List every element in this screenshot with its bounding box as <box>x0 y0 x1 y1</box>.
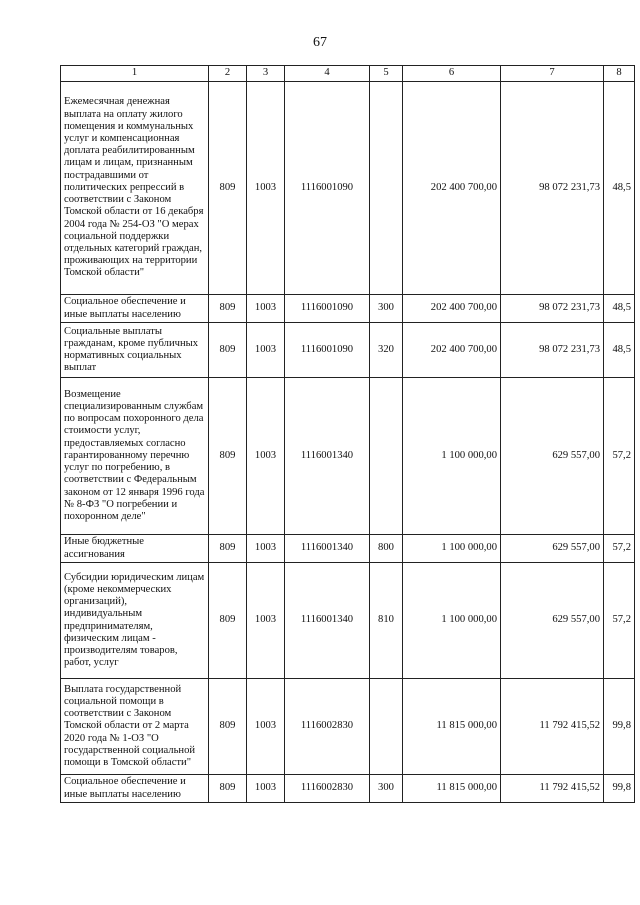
row-name-cell <box>61 378 209 535</box>
page-number: 67 <box>313 35 327 50</box>
row-name-cell <box>61 775 209 803</box>
cell-c6: 1 100 000,00 <box>403 378 501 535</box>
column-header: 8 <box>604 66 635 82</box>
row-name-text: Субсидии юридическим лицам (кроме некоммерческих организаций), индивидуальным предпринимателям, физическим лицам - производителям товаров, работ, услуг <box>64 571 205 669</box>
column-header: 4 <box>285 66 370 82</box>
budget-table <box>60 65 635 803</box>
cell-c2: 809 <box>209 378 247 535</box>
row-name-text: Возмещение специализированным службам по вопросам похоронного дела стоимости услуг, предоставляемых согласно гарантированному перечню услуг по погребению, в соответствии с Федеральным законом от 12 января 1996 года № 8-ФЗ "О погребении и похоронном деле" <box>64 388 205 522</box>
table-row <box>61 82 635 295</box>
cell-c2: 809 <box>209 535 247 563</box>
cell-c7: 98 072 231,73 <box>501 82 604 295</box>
table-row <box>61 563 635 679</box>
cell-c7: 11 792 415,52 <box>501 775 604 803</box>
cell-c3: 1003 <box>247 679 285 775</box>
row-name-cell <box>61 563 209 679</box>
cell-c5: 800 <box>370 535 403 563</box>
cell-c5 <box>370 378 403 535</box>
cell-c4: 1116002830 <box>285 679 370 775</box>
cell-c7: 629 557,00 <box>501 535 604 563</box>
cell-c6: 1 100 000,00 <box>403 535 501 563</box>
column-header: 7 <box>501 66 604 82</box>
cell-c4: 1116002830 <box>285 775 370 803</box>
row-name-cell <box>61 535 209 563</box>
cell-c7: 11 792 415,52 <box>501 679 604 775</box>
row-name-text: Социальные выплаты гражданам, кроме публичных нормативных социальных выплат <box>64 325 199 374</box>
table-row <box>61 295 635 323</box>
table-row <box>61 679 635 775</box>
cell-c8: 48,5 <box>604 295 635 323</box>
cell-c3: 1003 <box>247 323 285 378</box>
cell-c2: 809 <box>209 775 247 803</box>
cell-c2: 809 <box>209 82 247 295</box>
cell-c6: 11 815 000,00 <box>403 775 501 803</box>
table-row <box>61 378 635 535</box>
table-row <box>61 775 635 803</box>
cell-c5: 300 <box>370 775 403 803</box>
row-name-cell <box>61 679 209 775</box>
column-header: 3 <box>247 66 285 82</box>
cell-c3: 1003 <box>247 535 285 563</box>
cell-c8: 99,8 <box>604 679 635 775</box>
row-name-text: Иные бюджетные ассигнования <box>64 536 144 560</box>
cell-c6: 202 400 700,00 <box>403 323 501 378</box>
cell-c7: 98 072 231,73 <box>501 323 604 378</box>
cell-c7: 629 557,00 <box>501 563 604 679</box>
cell-c6: 202 400 700,00 <box>403 82 501 295</box>
cell-c3: 1003 <box>247 82 285 295</box>
cell-c8: 57,2 <box>604 563 635 679</box>
column-header: 2 <box>209 66 247 82</box>
row-name-cell <box>61 295 209 323</box>
cell-c3: 1003 <box>247 563 285 679</box>
cell-c2: 809 <box>209 295 247 323</box>
cell-c5: 320 <box>370 323 403 378</box>
cell-c6: 11 815 000,00 <box>403 679 501 775</box>
row-name-text: Выплата государственной социальной помощи в соответствии с Законом Томской области от 2 марта 2020 года № 1-ОЗ "О государственной социальной помощи в Томской области" <box>64 683 196 768</box>
cell-c4: 1116001340 <box>285 563 370 679</box>
cell-c4: 1116001090 <box>285 295 370 323</box>
table-row <box>61 535 635 563</box>
table-header-row <box>61 66 635 82</box>
cell-c6: 202 400 700,00 <box>403 295 501 323</box>
cell-c8: 57,2 <box>604 378 635 535</box>
row-name-cell <box>61 323 209 378</box>
cell-c5: 810 <box>370 563 403 679</box>
row-name-text: Ежемесячная денежная выплата на оплату жилого помещения и коммунальных услуг и компенсационная доплата реабилитированным лицам и лицам, признанным пострадавшими от политических репрессий в соответствии с Законом Томской области от 16 декабря 2004 года № 254-ОЗ "О мерах социальной поддержки отдельных категорий граждан, проживающих на территории Томской области" <box>64 96 204 279</box>
row-name-text: Социальное обеспечение и иные выплаты населению <box>64 296 186 320</box>
cell-c8: 99,8 <box>604 775 635 803</box>
row-name-cell <box>61 82 209 295</box>
cell-c8: 57,2 <box>604 535 635 563</box>
cell-c4: 1116001340 <box>285 535 370 563</box>
row-name-text: Социальное обеспечение и иные выплаты населению <box>64 776 186 800</box>
column-header: 6 <box>403 66 501 82</box>
cell-c5 <box>370 679 403 775</box>
cell-c4: 1116001340 <box>285 378 370 535</box>
cell-c4: 1116001090 <box>285 323 370 378</box>
cell-c5 <box>370 82 403 295</box>
cell-c3: 1003 <box>247 775 285 803</box>
cell-c5: 300 <box>370 295 403 323</box>
table-row <box>61 323 635 378</box>
cell-c8: 48,5 <box>604 82 635 295</box>
column-header: 5 <box>370 66 403 82</box>
cell-c2: 809 <box>209 323 247 378</box>
cell-c7: 629 557,00 <box>501 378 604 535</box>
cell-c3: 1003 <box>247 378 285 535</box>
cell-c8: 48,5 <box>604 323 635 378</box>
cell-c4: 1116001090 <box>285 82 370 295</box>
cell-c2: 809 <box>209 679 247 775</box>
cell-c6: 1 100 000,00 <box>403 563 501 679</box>
cell-c7: 98 072 231,73 <box>501 295 604 323</box>
cell-c3: 1003 <box>247 295 285 323</box>
cell-c2: 809 <box>209 563 247 679</box>
column-header: 1 <box>61 66 209 82</box>
